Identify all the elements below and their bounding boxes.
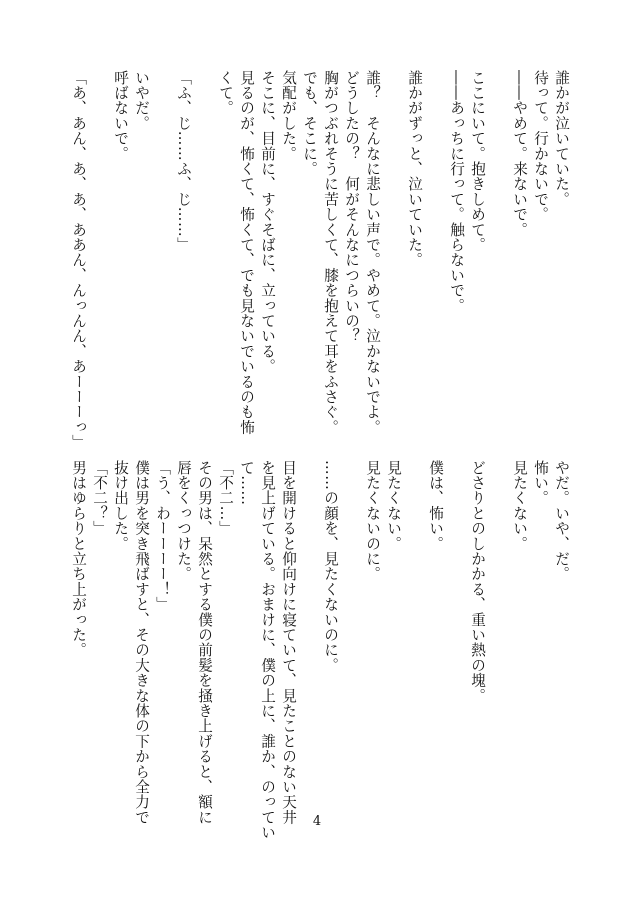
- text-line: 唇をくっつけた。: [175, 460, 192, 582]
- text-line: 僕は、怖い。: [427, 460, 444, 552]
- upper-text-block: [68, 70, 572, 450]
- lower-text-block: [68, 460, 572, 840]
- text-line: 僕は男を突き飛ばすと、その大きな体の下から全力で: [133, 460, 150, 825]
- text-line: 見たくない。: [385, 460, 402, 552]
- text-line: 目を開けると仰向けに寝ていて、見たことのない天井: [280, 460, 297, 825]
- text-line: 誰かがずっと、泣いていた。: [406, 70, 423, 268]
- text-line: [404, 460, 425, 810]
- text-line: 見るのが、怖くて、怖くて、でも見ないでいるのも怖: [238, 70, 255, 435]
- text-line: [425, 70, 446, 420]
- text-line: ――あっちに行って。触らないで。: [448, 70, 465, 314]
- text-line: て……: [238, 460, 255, 506]
- text-line: 見たくない。: [511, 460, 528, 552]
- text-line: 誰かが泣いていた。: [553, 70, 570, 207]
- text-line: 「不二？」: [91, 460, 108, 536]
- text-line: ……の顔を、見たくないのに。: [322, 460, 339, 673]
- text-line: ここにいて。抱きしめて。: [469, 70, 486, 253]
- text-line: [152, 70, 173, 420]
- text-line: くて。: [217, 70, 234, 116]
- text-line: 誰？ そんなに悲しい声で。やめて。泣かないでよ。: [364, 70, 381, 435]
- text-line: 男はゆらりと立ち上がった。: [70, 460, 87, 658]
- text-line: どさりとのしかかる、重い熱の塊。: [469, 460, 486, 704]
- text-line: いやだ。: [133, 70, 150, 131]
- text-line: [341, 460, 362, 810]
- text-line: [488, 70, 509, 420]
- text-line: やだ。いや、だ。: [553, 460, 570, 582]
- text-line: 胸がつぶれそうに苦しくて、膝を抱えて耳をふさぐ。: [322, 70, 339, 435]
- text-line: 怖い。: [532, 460, 549, 506]
- text-line: [488, 460, 509, 810]
- text-line: 「ふ、じ……ふ、じ……」: [175, 70, 192, 253]
- text-line: 抜け出した。: [112, 460, 129, 552]
- text-line: ――やめて。来ないで。: [511, 70, 528, 238]
- text-line: 呼ばないで。: [112, 70, 129, 162]
- text-line: [89, 70, 110, 420]
- text-line: 「う、わーーーー！」: [154, 460, 171, 612]
- text-line: 「不二…」: [217, 460, 234, 536]
- text-line: どうしたの？ 何がそんなにつらいの？: [343, 70, 360, 344]
- page-number: 4: [312, 814, 322, 829]
- text-line: [194, 70, 215, 420]
- text-line: [446, 460, 467, 810]
- text-line: 見たくないのに。: [364, 460, 381, 582]
- text-line: そこに、目前に、すぐそばに、立っている。: [259, 70, 276, 374]
- text-line: その男は、呆然とする僕の前髪を掻き上げると、額に: [196, 460, 213, 825]
- text-line: を見上げている。おまけに、僕の上に、誰か、のってい: [259, 460, 276, 840]
- text-line: 待って。行かないで。: [532, 70, 549, 222]
- text-line: [299, 460, 320, 810]
- text-line: [383, 70, 404, 420]
- text-line: 気配がした。: [280, 70, 297, 162]
- text-line: 「あ、あん、あ、あ、ああん、んっんん、あーーーっ」: [70, 70, 87, 450]
- text-line: でも、そこに。: [301, 70, 318, 177]
